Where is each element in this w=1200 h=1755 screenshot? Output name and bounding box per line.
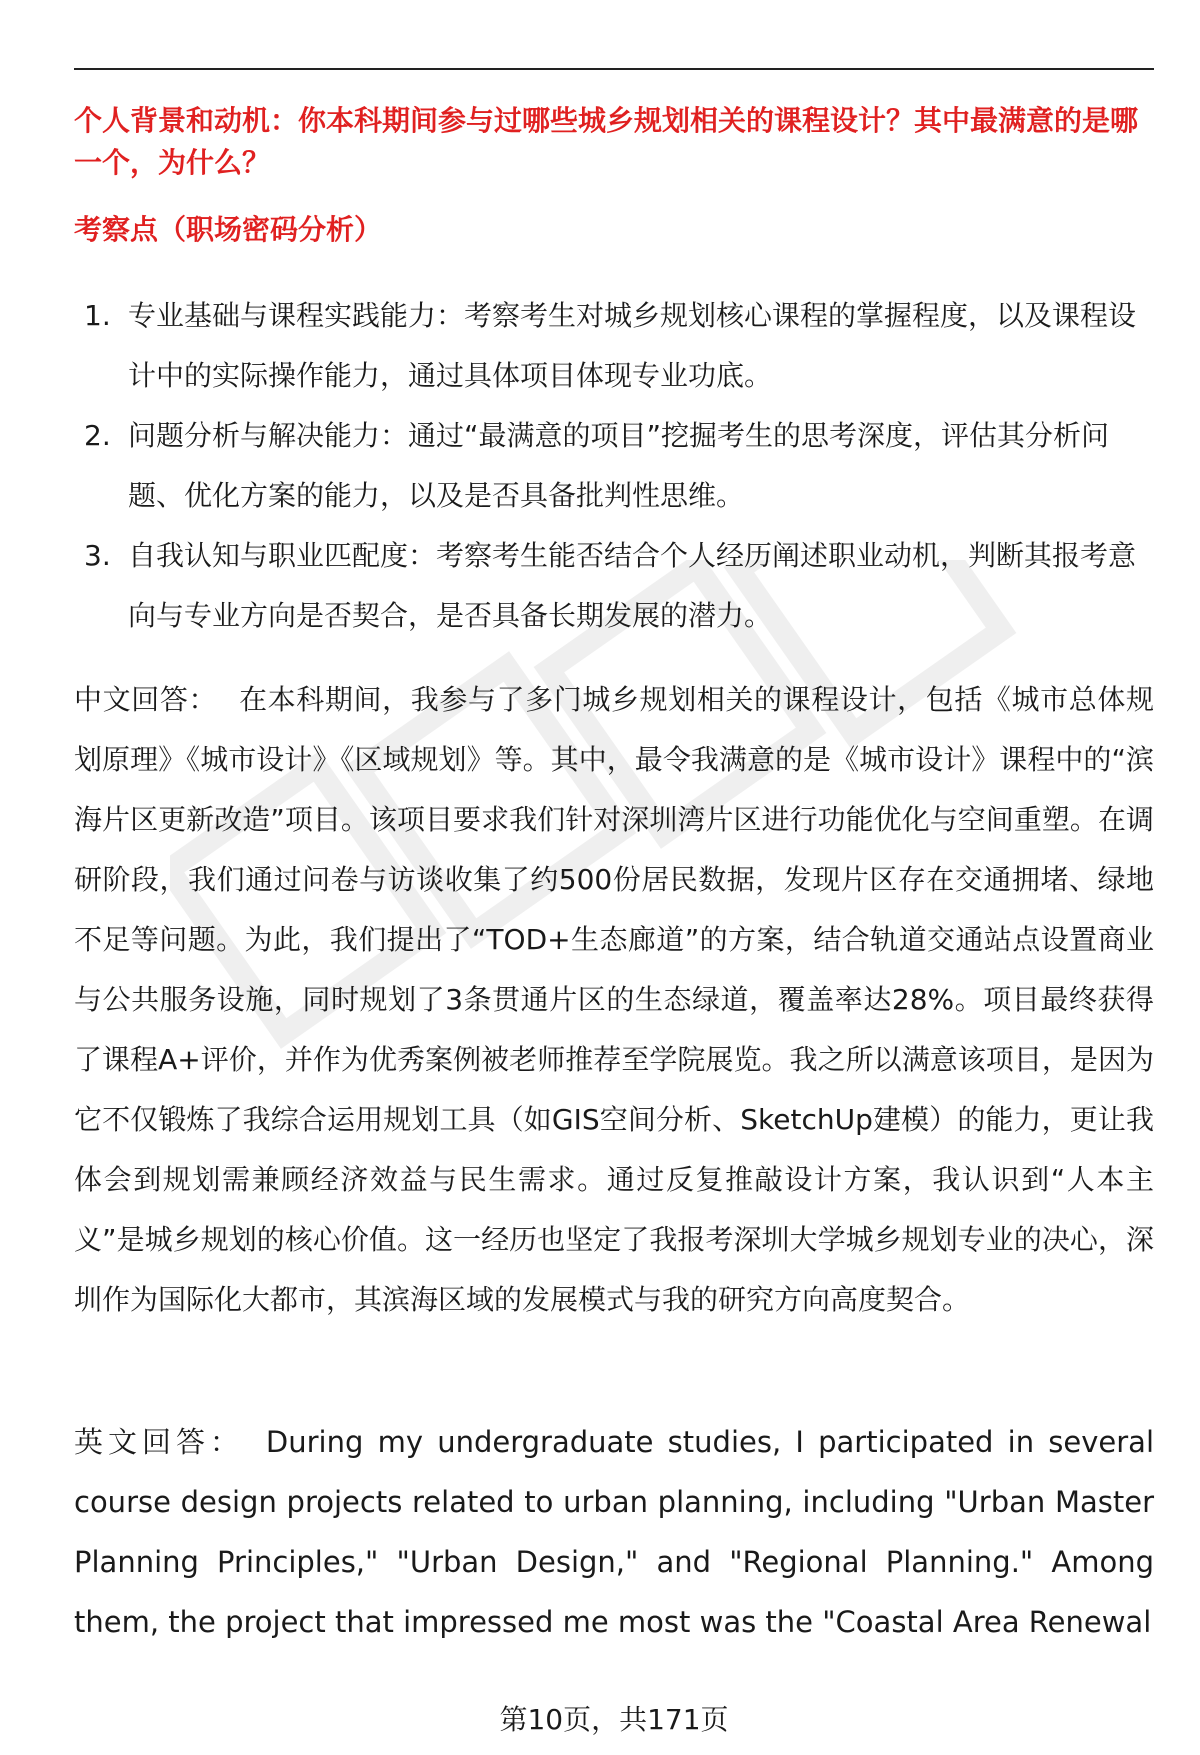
question-title: 个人背景和动机：你本科期间参与过哪些城乡规划相关的课程设计？其中最满意的是哪一个，为什么？ [74,104,1139,179]
list-item-number: 2. [84,419,111,452]
list-item-number: 1. [84,299,111,332]
list-item [74,526,1154,646]
chinese-answer [74,670,1154,1330]
list-item-text: 专业基础与课程实践能力：考察考生对城乡规划核心课程的掌握程度，以及课程设计中的实际操作能力，通过具体项目体现专业功底。 [128,299,1137,392]
list-item-text: 自我认知与职业匹配度：考察考生能否结合个人经历阐述职业动机，判断其报考意向与专业方向是否契合，是否具备长期发展的潜力。 [128,539,1137,632]
list-item [74,406,1154,526]
chinese-answer-label: 中文回答： [74,683,218,716]
assessment-points-list [74,286,1154,646]
english-answer-label: 英文回答： [74,1425,244,1459]
list-item [74,286,1154,406]
chinese-answer-text: 在本科期间，我参与了多门城乡规划相关的课程设计，包括《城市总体规划原理》《城市设计》《区域规划》等。其中，最令我满意的是《城市设计》课程中的“滨海片区更新改造”项目。该项目要求我们针对深圳湾片区进行功能优化与空间重塑。在调研阶段，我们通过问卷与访谈收集了约500份居民数据，发现片区存在交通拥堵、绿地不足等问题。为此，我们提出了“TOD+生态廊道”的方案，结合轨道交通站点设置商业与公共服务设施，同时规划了3条贯通片区的生态绿道，覆盖率达28%。项目最终获得了课程A+评价，并作为优秀案例被老师推荐至学院展览。我之所以满意该项目，是因为它不仅锻炼了我综合运用规划工具（如GIS空间分析、SketchUp建模）的能力，更让我体会到规划需兼顾经济效益与民生需求。通过反复推敲设计方案，我认识到“人本主义”是城乡规划的核心价值。这一经历也坚定了我报考深圳大学城乡规划专业的决心，深圳作为国际化大都市，其滨海区域的发展模式与我的研究方向高度契合。 [74,683,1154,1316]
list-item-text: 问题分析与解决能力：通过“最满意的项目”挖掘考生的思考深度，评估其分析问题、优化方案的能力，以及是否具备批判性思维。 [128,419,1110,512]
assessment-points-heading: 考察点（职场密码分析） [74,213,383,246]
english-answer [74,1412,1154,1652]
page-number-footer: 第10页，共171页 [499,1703,729,1736]
document-page [74,0,1154,1755]
english-answer-text: During my undergraduate studies, I participated in several course design projects related to urban planning, including "Urban Master Planning Principles," "Urban Design," and "Regional Planning." Among them, the project that impressed me most was the "Coastal Area Renewal [74,1425,1154,1639]
header-rule [74,68,1154,70]
list-item-number: 3. [84,539,111,572]
